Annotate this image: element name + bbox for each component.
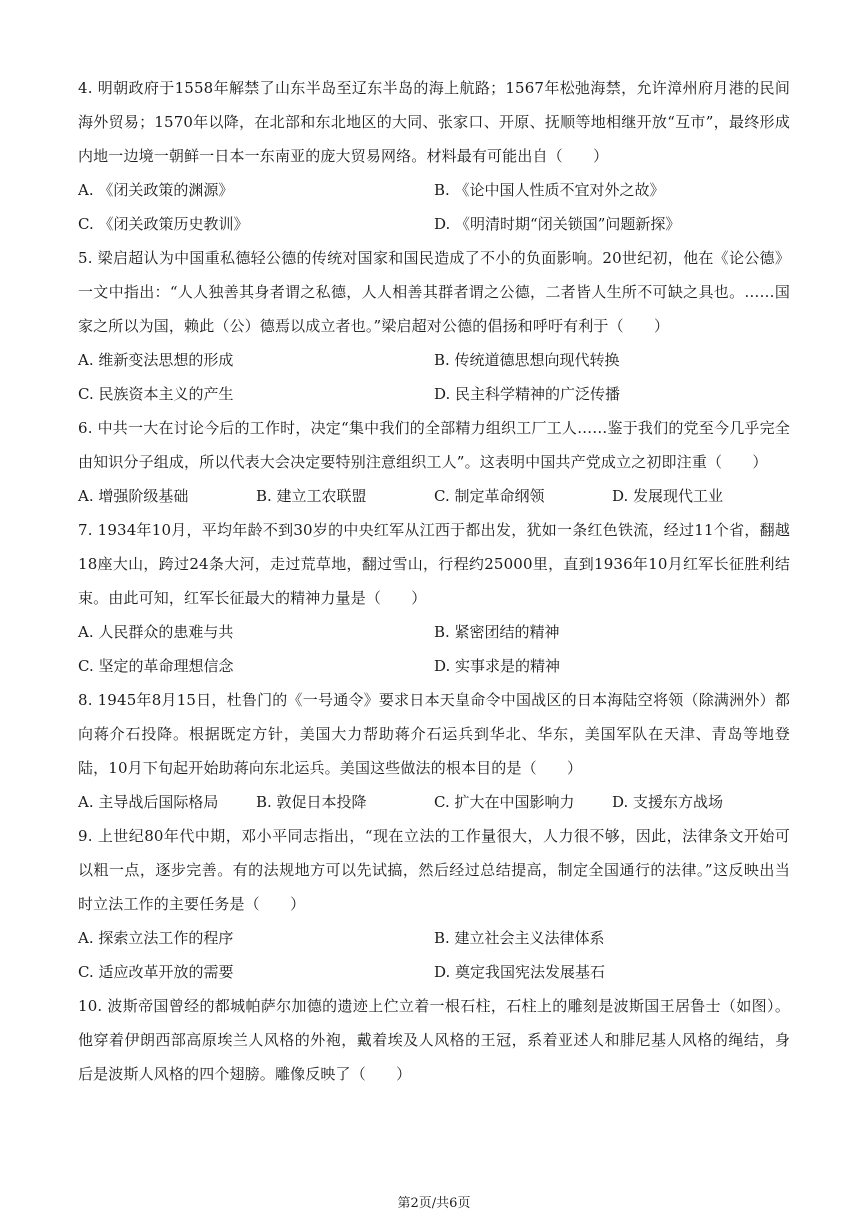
question-stem: 9. 上世纪80年代中期，邓小平同志指出，“现在立法的工作量很大，人力很不够，因此，法律条文开始可以粗一点，逐步完善。有的法规地方可以先试搞，然后经过总结提高，制定全国通行的法律。”这反映出当时立法工作的主要任务是（ ） (78, 827, 790, 913)
question-stem: 6. 中共一大在讨论今后的工作时，决定“集中我们的全部精力组织工厂工人……鉴于我们的党至今几乎完全由知识分子组成，所以代表大会决定要特别注意组织工人”。这表明中国共产党成立之初即注重（ ） (78, 419, 790, 471)
question-9 (78, 819, 790, 989)
question-7 (78, 513, 790, 683)
option-c: C. 适应改革开放的需要 (78, 963, 234, 981)
option-a: A. 人民群众的患难与共 (78, 623, 234, 641)
option-d: D. 发展现代工业 (612, 487, 724, 505)
option-b: B. 建立社会主义法律体系 (434, 929, 605, 947)
option-b: B. 敦促日本投降 (256, 793, 367, 811)
page-number: 第2页/共6页 (397, 1196, 471, 1211)
question-stem: 5. 梁启超认为中国重私德轻公德的传统对国家和国民造成了不小的负面影响。20世纪初，他在《论公德》一文中指出：“人人独善其身者谓之私德，人人相善其群者谓之公德，二者皆人生所不可缺之具也。……国家之所以为国，赖此（公）德焉以成立者也。”梁启超对公德的倡扬和呼吁有利于（ ） (78, 249, 790, 335)
question-10 (78, 989, 790, 1091)
option-b: B. 《论中国人性质不宜对外之故》 (434, 181, 665, 199)
option-d: D. 实事求是的精神 (434, 657, 561, 675)
option-list (78, 479, 790, 513)
option-list (78, 173, 790, 241)
option-d: D. 《明清时期“闭关锁国”问题新探》 (434, 215, 681, 233)
option-b: B. 建立工农联盟 (256, 487, 367, 505)
question-stem: 4. 明朝政府于1558年解禁了山东半岛至辽东半岛的海上航路；1567年松弛海禁，允许漳州府月港的民间海外贸易；1570年以降，在北部和东北地区的大同、张家口、开原、抚顺等地相继开放“互市”，最终形成内地一边境一朝鲜一日本一东南亚的庞大贸易网络。材料最有可能出自（ ） (78, 79, 790, 165)
option-c: C. 制定革命纲领 (434, 487, 545, 505)
question-4 (78, 71, 790, 241)
option-list (78, 785, 790, 819)
question-stem: 10. 波斯帝国曾经的都城帕萨尔加德的遗迹上伫立着一根石柱，石柱上的雕刻是波斯国王居鲁士（如图）。他穿着伊朗西部高原埃兰人风格的外袍，戴着埃及人风格的王冠，系着亚述人和腓尼基人风格的绳结，身后是波斯人风格的四个翅膀。雕像反映了（ ） (78, 997, 790, 1083)
option-a: A. 增强阶级基础 (78, 487, 189, 505)
option-a: A. 主导战后国际格局 (78, 793, 219, 811)
question-6 (78, 411, 790, 513)
option-b: B. 紧密团结的精神 (434, 623, 560, 641)
option-list (78, 615, 790, 683)
question-5 (78, 241, 790, 411)
option-c: C. 扩大在中国影响力 (434, 793, 575, 811)
question-stem: 7. 1934年10月，平均年龄不到30岁的中央红军从江西于都出发，犹如一条红色铁流，经过11个省，翻越18座大山，跨过24条大河，走过荒草地，翻过雪山，行程约25000里，直到1936年10月红军长征胜利结束。由此可知，红军长征最大的精神力量是（ ） (78, 521, 790, 607)
option-list (78, 343, 790, 411)
option-d: D. 民主科学精神的广泛传播 (434, 385, 621, 403)
question-list (78, 71, 790, 1091)
question-8 (78, 683, 790, 819)
option-c: C. 民族资本主义的产生 (78, 385, 234, 403)
option-b: B. 传统道德思想向现代转换 (434, 351, 620, 369)
option-a: A. 《闭关政策的渊源》 (78, 181, 234, 199)
option-c: C. 坚定的革命理想信念 (78, 657, 234, 675)
option-c: C. 《闭关政策历史教训》 (78, 215, 249, 233)
option-d: D. 支援东方战场 (612, 793, 724, 811)
question-stem: 8. 1945年8月15日，杜鲁门的《一号通令》要求日本天皇命令中国战区的日本海陆空将领（除满洲外）都向蒋介石投降。根据既定方针，美国大力帮助蒋介石运兵到华北、华东，美国军队在天津、青岛等地登陆，10月下旬起开始助蒋向东北运兵。美国这些做法的根本目的是（ ） (78, 691, 790, 777)
option-a: A. 探索立法工作的程序 (78, 929, 234, 947)
option-a: A. 维新变法思想的形成 (78, 351, 234, 369)
option-d: D. 奠定我国宪法发展基石 (434, 963, 606, 981)
option-list (78, 921, 790, 989)
